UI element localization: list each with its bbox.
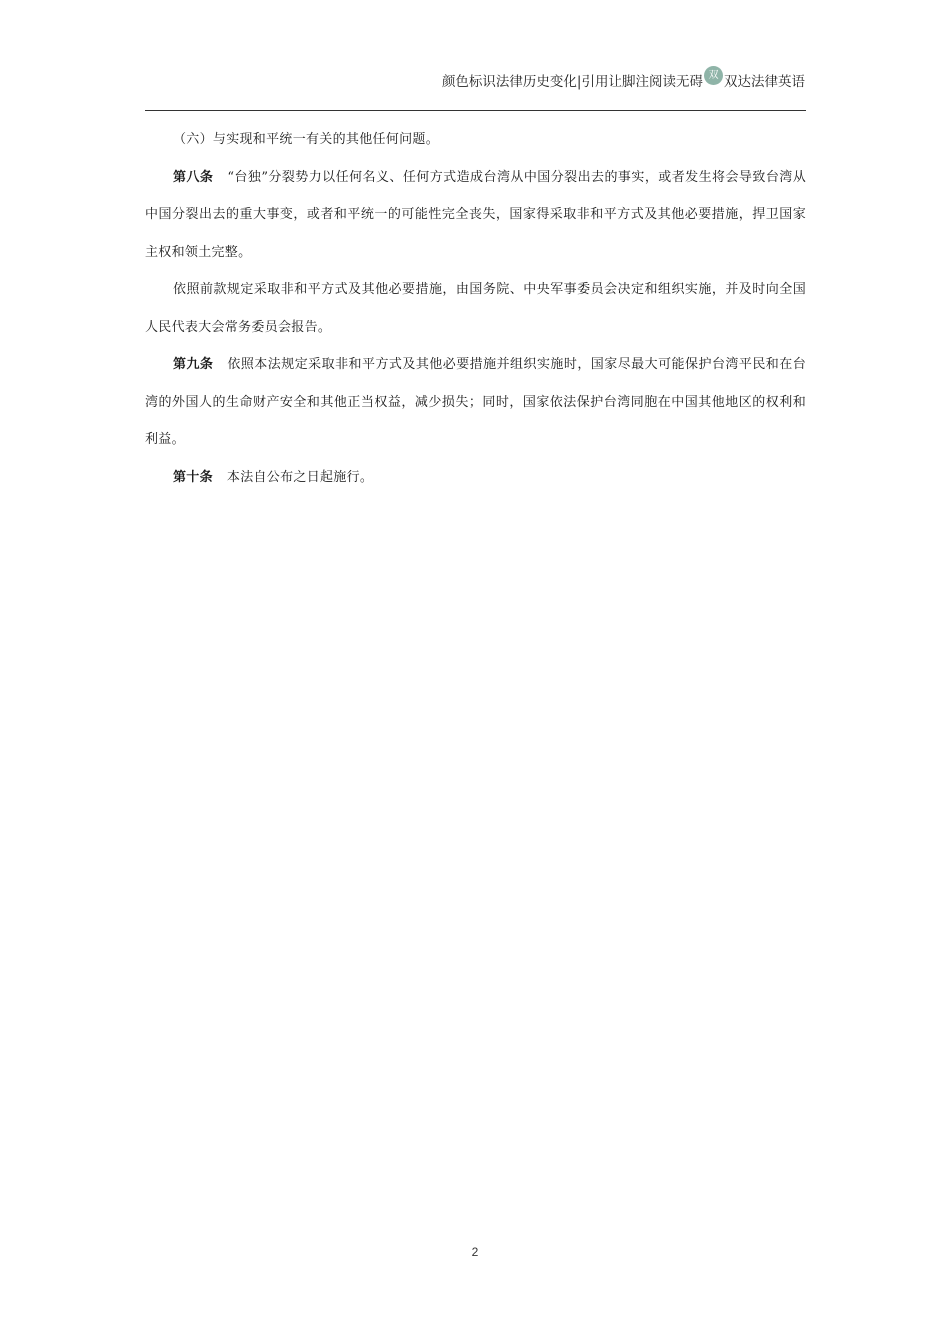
- paragraph-text: “台独”分裂势力以任何名义、任何方式造成台湾从中国分裂出去的事实，或者发生将会导致台湾从中国分裂出去的重大事变，或者和平统一的可能性完全丧失，国家得采取非和平方式及其他必要措施，捍卫国家主权和领土完整。: [145, 169, 806, 260]
- brand-logo-icon: 双: [704, 66, 723, 85]
- list-item-paragraph: [145, 121, 806, 159]
- document-body: [145, 121, 806, 496]
- article-10-paragraph: [145, 459, 806, 497]
- article-number: 第十条: [173, 469, 213, 485]
- header-brand-name: 双达法律英语: [724, 74, 805, 90]
- article-9-paragraph: [145, 346, 806, 459]
- paragraph-text: 依照本法规定采取非和平方式及其他必要措施并组织实施时，国家尽最大可能保护台湾平民和在台湾的外国人的生命财产安全和其他正当权益，减少损失；同时，国家依法保护台湾同胞在中国其他地区的权利和利益。: [145, 357, 806, 447]
- header-divider: [145, 110, 806, 111]
- paragraph-text: （六）与实现和平统一有关的其他任何问题。: [173, 132, 440, 147]
- article-8-subparagraph: [145, 271, 806, 346]
- page-number: 2: [471, 1245, 479, 1259]
- header-tagline: 颜色标识法律历史变化|引用让脚注阅读无碍: [441, 74, 703, 90]
- article-number: 第八条: [173, 169, 214, 185]
- paragraph-text: 本法自公布之日起施行。: [226, 469, 374, 485]
- page-header: [442, 70, 805, 90]
- article-8-paragraph: [145, 159, 806, 272]
- article-number: 第九条: [173, 357, 214, 372]
- paragraph-text: 依照前款规定采取非和平方式及其他必要措施，由国务院、中央军事委员会决定和组织实施，并及时向全国人民代表大会常务委员会报告。: [145, 282, 806, 335]
